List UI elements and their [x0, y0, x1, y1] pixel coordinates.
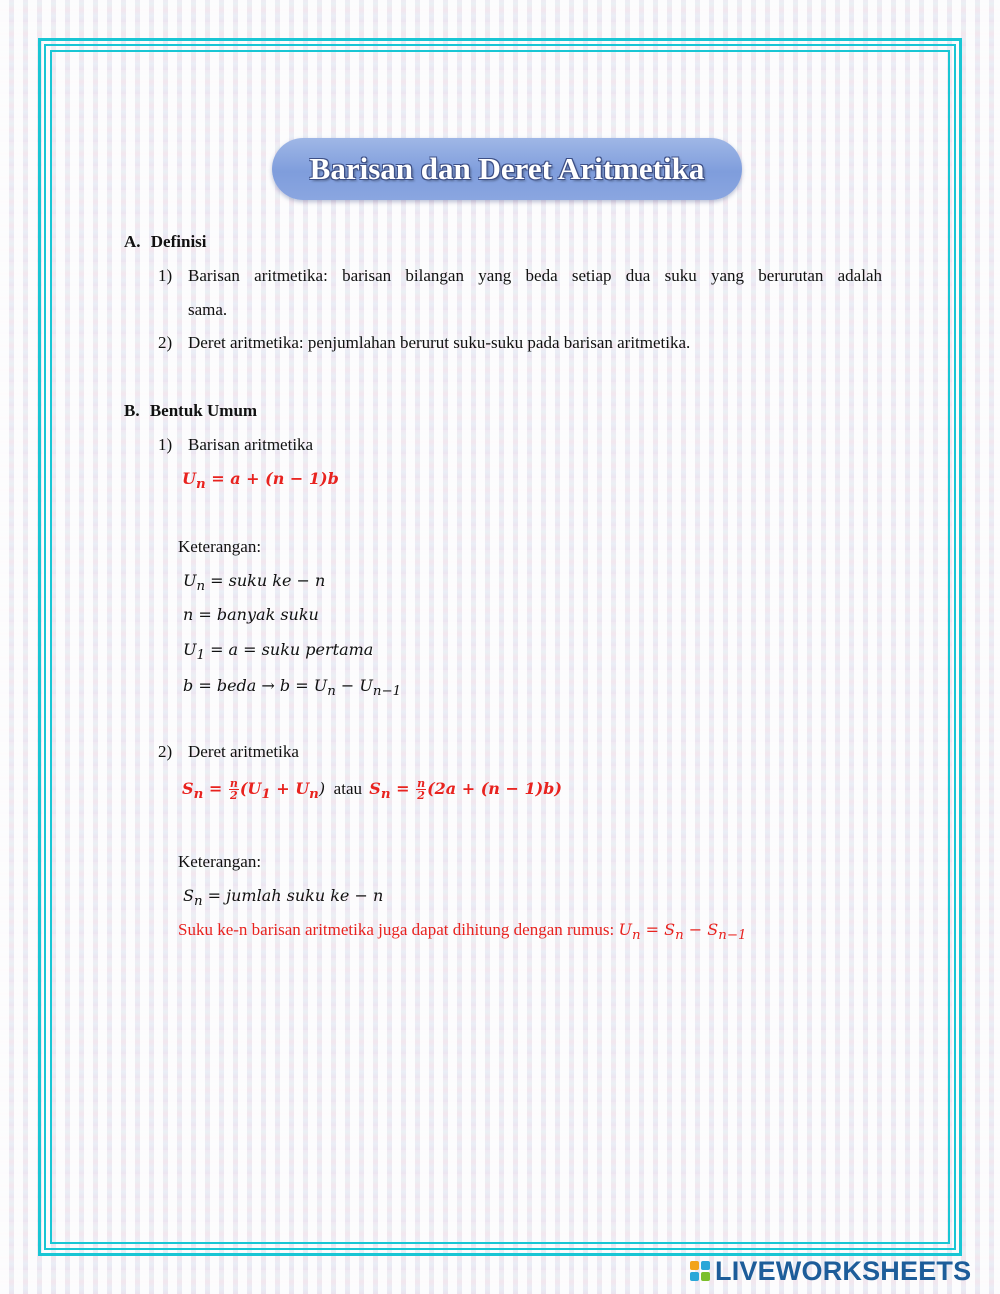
fraction-numerator: n — [417, 777, 426, 790]
title-banner — [272, 138, 742, 200]
note-subscript: 1 — [196, 648, 205, 664]
formula-body: (2a + (n − 1)b) — [427, 779, 562, 798]
fraction-denominator: 2 — [230, 789, 238, 802]
definition-item-1-text-cont: sama. — [188, 300, 228, 319]
note-symbol: U — [618, 920, 632, 939]
definition-item-1-number: 1) — [158, 266, 173, 285]
logo-square-icon — [701, 1272, 710, 1281]
note-subscript: n — [631, 928, 641, 944]
section-a-letter: A. — [124, 232, 141, 251]
note-text: = banyak suku — [198, 605, 319, 624]
liveworksheets-logo-text: LIVEWORKSHEETS — [715, 1255, 972, 1286]
definition-item-2-number: 2) — [158, 333, 173, 352]
note-subscript: n — [193, 894, 203, 910]
fraction-n-over-2 — [229, 778, 239, 801]
deret-formula-1 — [182, 777, 331, 803]
note-subscript: n−1 — [718, 928, 747, 944]
deret-formulas — [182, 776, 562, 807]
note-symbol: b — [183, 676, 194, 695]
logo-square-icon — [690, 1261, 699, 1270]
note-symbol: S — [183, 886, 194, 905]
section-b-title: Bentuk Umum — [149, 401, 258, 420]
deret-number: 2) — [158, 742, 173, 761]
formula-equals: = — [396, 779, 410, 798]
liveworksheets-logo[interactable] — [690, 1254, 971, 1288]
logo-square-icon — [690, 1272, 699, 1281]
formula-equals: = — [208, 779, 223, 798]
deret-label: Deret aritmetika — [188, 742, 299, 761]
barisan-keterangan-label: Keterangan: — [178, 537, 262, 556]
logo-square-icon — [701, 1261, 710, 1270]
note-text: = beda → b = U — [198, 676, 328, 695]
liveworksheets-logo-icon — [690, 1261, 710, 1281]
deret-keterangan-label: Keterangan: — [178, 852, 262, 871]
note-subscript: n — [327, 684, 336, 700]
extra-note-formula — [618, 920, 747, 944]
deret-formula-2 — [369, 777, 562, 803]
section-a-heading — [124, 232, 207, 252]
formula-subscript: n — [380, 786, 391, 803]
barisan-note-3 — [183, 640, 373, 666]
fraction-n-over-2 — [416, 778, 426, 801]
note-text: = suku ke − n — [210, 571, 326, 590]
definition-item-2-text: Deret aritmetika: penjumlahan berurut suku-suku pada barisan aritmetika. — [188, 333, 691, 352]
barisan-label: Barisan aritmetika — [188, 435, 314, 454]
note-symbol: n — [183, 605, 194, 624]
formula-subscript: 1 — [261, 786, 271, 803]
note-text: = S — [645, 920, 676, 939]
note-text: = jumlah suku ke − n — [207, 886, 384, 905]
formula-rhs: = a + (n − 1)b — [211, 469, 339, 488]
deret-note — [183, 886, 383, 912]
section-a-title: Definisi — [150, 232, 207, 251]
formula-symbol: U — [182, 469, 196, 488]
page-title: Barisan dan Deret Aritmetika — [309, 151, 705, 186]
note-subscript: n — [196, 579, 206, 595]
note-text: = a = suku pertama — [210, 640, 374, 659]
note-symbol: U — [183, 571, 197, 590]
barisan-note-4 — [183, 676, 401, 702]
barisan-number: 1) — [158, 435, 173, 454]
formula-close-paren: ) — [318, 779, 326, 798]
fraction-numerator: n — [229, 777, 238, 790]
note-subscript: n−1 — [372, 684, 402, 700]
formula-connector: atau — [333, 779, 362, 798]
formula-body: + U — [270, 779, 310, 798]
note-subscript: n — [675, 928, 684, 944]
formula-subscript: n — [309, 786, 319, 803]
section-b-letter: B. — [124, 401, 140, 420]
note-text: − U — [340, 676, 373, 695]
formula-subscript: n — [195, 476, 206, 493]
formula-symbol: S — [182, 779, 194, 798]
barisan-note-1 — [183, 571, 325, 597]
formula-subscript: n — [193, 786, 204, 803]
extra-note-text: Suku ke-n barisan aritmetika juga dapat dihitung dengan rumus: — [178, 920, 615, 939]
formula-body: (U — [239, 779, 262, 798]
definition-item-1-text: Barisan aritmetika: barisan bilangan yang beda setiap dua suku yang berurutan adalah — [188, 266, 882, 285]
barisan-note-2 — [183, 605, 319, 625]
formula-symbol: S — [369, 779, 381, 798]
barisan-formula — [182, 469, 339, 494]
deret-extra-note — [178, 920, 746, 946]
note-symbol: U — [183, 640, 197, 659]
note-text: − S — [688, 920, 719, 939]
section-b-heading — [124, 401, 257, 421]
fraction-denominator: 2 — [417, 789, 425, 802]
